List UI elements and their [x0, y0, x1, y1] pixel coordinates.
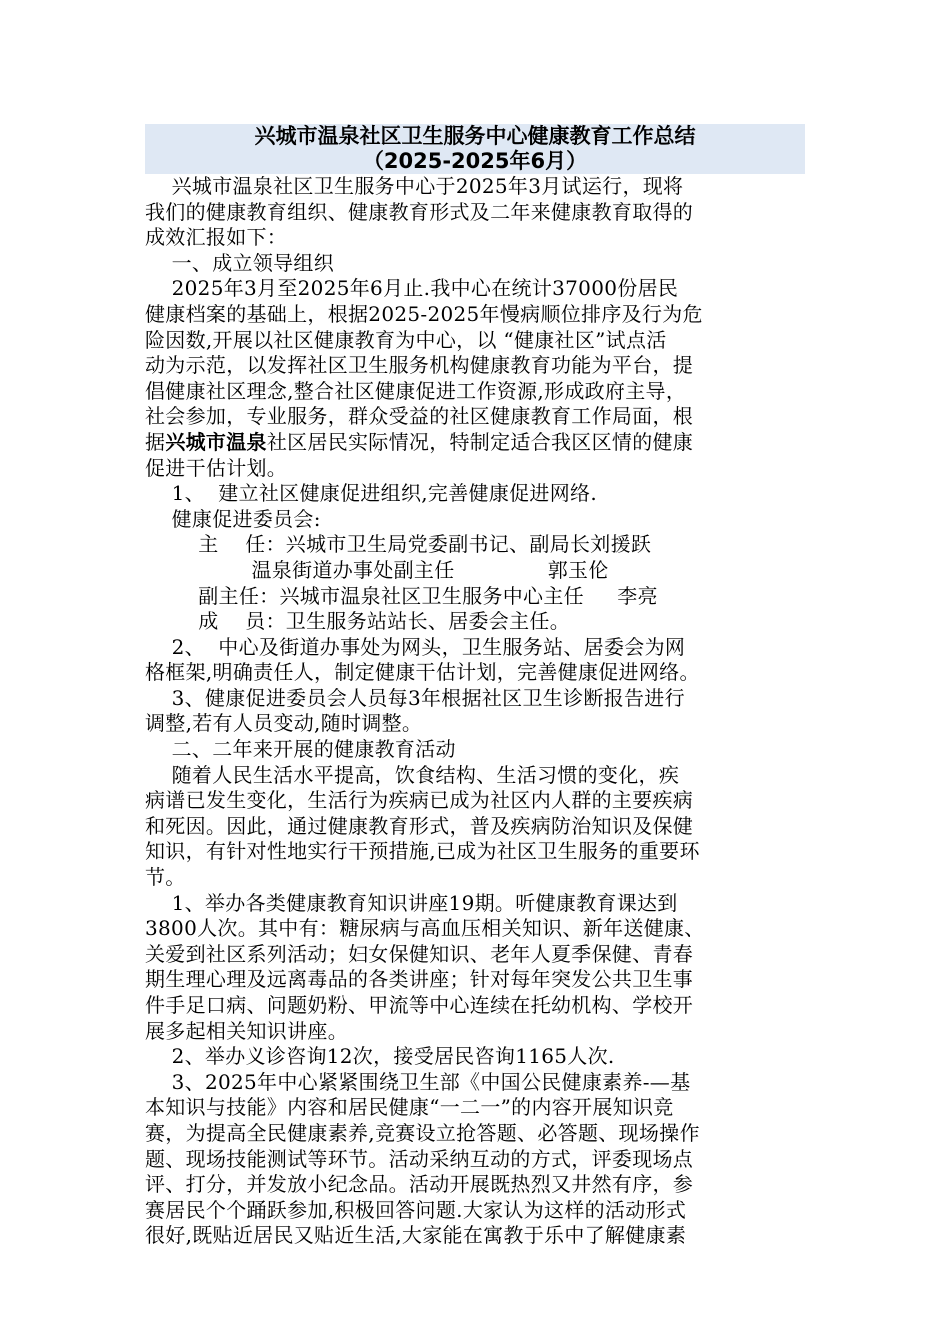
- body-line: 展多起相关知识讲座。: [145, 1018, 348, 1043]
- body-line: 二、二年来开展的健康教育活动: [145, 737, 456, 762]
- body-line: 赛居民个个踊跃参加,积极回答问题.大家认为这样的活动形式: [145, 1197, 687, 1222]
- body-line: 赛，为提高全民健康素养,竞赛设立抢答题、必答题、现场操作: [145, 1120, 700, 1145]
- document-title: 兴城市温泉社区卫生服务中心健康教育工作总结: [254, 124, 696, 148]
- body-line: 社会参加，专业服务，群众受益的社区健康教育工作局面，根: [145, 404, 694, 429]
- body-line: 调整,若有人员变动,随时调整。: [145, 711, 423, 736]
- document-body: [145, 174, 805, 1249]
- body-line: 1、 建立社区健康促进组织,完善健康促进网络.: [145, 481, 597, 506]
- body-line: 2、 中心及街道办事处为网头，卫生服务站、居委会为网: [145, 634, 686, 659]
- body-line: [145, 430, 805, 456]
- body-line: 很好,既贴近居民又贴近生活,大家能在寓教于乐中了解健康素: [145, 1223, 687, 1248]
- body-line: 倡健康社区理念,整合社区健康促进工作资源,形成政府主导，: [145, 378, 687, 403]
- body-line-bold: 兴城市温泉: [165, 429, 267, 454]
- body-line: 促进干估计划。: [145, 455, 288, 480]
- body-line: 3800人次。其中有：糖尿病与高血压相关知识、新年送健康、: [145, 916, 705, 941]
- body-line: 3、2025年中心紧紧围绕卫生部《中国公民健康素养-—基: [145, 1069, 691, 1094]
- body-line: 我们的健康教育组织、健康教育形式及二年来健康教育取得的: [145, 199, 694, 224]
- body-line: 2025年3月至2025年6月止.我中心在统计37000份居民: [145, 276, 679, 301]
- body-line: 1、举办各类健康教育知识讲座19期。听健康教育课达到: [145, 890, 678, 915]
- body-line: 温泉街道办事处副主任 郭玉伦: [145, 557, 609, 582]
- body-line: 健康促进委员会:: [145, 506, 321, 531]
- body-line: 动为示范，以发挥社区卫生服务机构健康教育功能为平台，提: [145, 353, 694, 378]
- body-line: 关爱到社区系列活动；妇女保健知识、老年人夏季保健、青春: [145, 941, 694, 966]
- body-line: 知识，有针对性地实行干预措施,已成为社区卫生服务的重要环: [145, 839, 700, 864]
- body-line-prefix: 据: [145, 429, 166, 454]
- body-line: 一、成立领导组织: [145, 250, 335, 275]
- body-line: 副主任：兴城市温泉社区卫生服务中心主任 李亮: [145, 583, 658, 608]
- body-line: 件手足口病、问题奶粉、甲流等中心连续在托幼机构、学校开: [145, 993, 694, 1017]
- body-line: 题、现场技能测试等环节。活动采纳互动的方式，评委现场点: [145, 1146, 694, 1171]
- body-line: 险因数,开展以社区健康教育为中心，以 “健康社区”试点活: [145, 327, 667, 352]
- body-line: 主 任：兴城市卫生局党委副书记、副局长刘援跃: [145, 532, 652, 557]
- body-line: 成效汇报如下：: [145, 225, 288, 250]
- body-line: 期生理心理及远离毒品的各类讲座；针对每年突发公共卫生事: [145, 967, 694, 992]
- body-line: 随着人民生活水平提高，饮食结构、生活习惯的变化，疾: [145, 762, 680, 787]
- body-line: 2、举办义诊咨询12次，接受居民咨询1165人次.: [145, 1044, 615, 1069]
- body-line: 成 员：卫生服务站站长、居委会主任。: [145, 609, 570, 634]
- body-line: 本知识与技能》内容和居民健康“一二一”的内容开展知识竞: [145, 1095, 674, 1120]
- body-line: 节。: [145, 865, 186, 890]
- body-line: 评、打分，并发放小纪念品。活动开展既热烈又井然有序，参: [145, 1172, 694, 1197]
- document-subtitle: （2025-2025年6月）: [362, 149, 588, 173]
- body-line: 格框架,明确责任人，制定健康干估计划，完善健康促进网络。: [145, 660, 700, 685]
- body-line-suffix: 社区居民实际情况，特制定适合我区区情的健康: [266, 429, 694, 454]
- body-line: 健康档案的基础上，根据2025-2025年慢病顺位排序及行为危: [145, 301, 703, 326]
- body-line: 3、健康促进委员会人员每3年根据社区卫生诊断报告进行: [145, 685, 685, 710]
- body-line: 兴城市温泉社区卫生服务中心于2025年3月试运行，现将: [145, 174, 684, 198]
- body-line: 病谱已发生变化，生活行为疾病已成为社区内人群的主要疾病: [145, 788, 694, 813]
- body-line: 和死因。因此，通过健康教育形式，普及疾病防治知识及保健: [145, 813, 694, 838]
